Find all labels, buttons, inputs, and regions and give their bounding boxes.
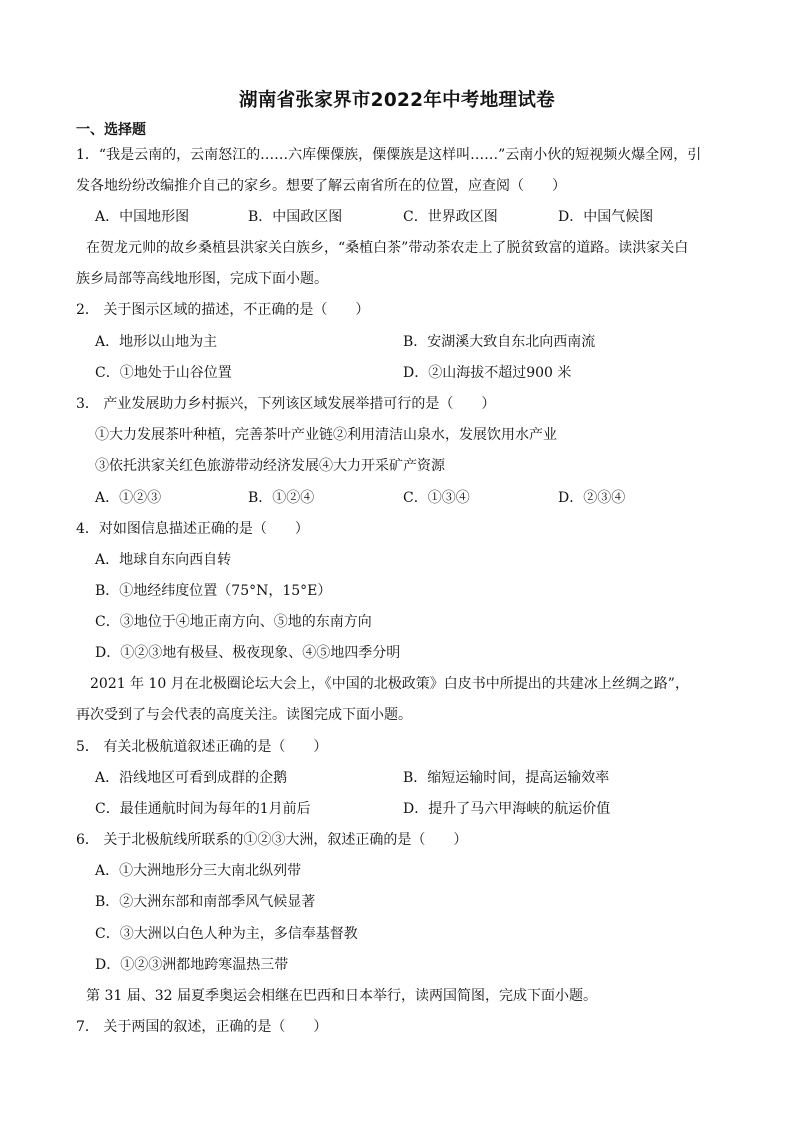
q4-option-b: B．①地经纬度位置（75°N，15°E） (95, 583, 332, 599)
q5-option-b: B．缩短运输时间，提高运输效率 (403, 770, 610, 786)
page-title: 湖南省张家界市2022年中考地理试卷 (239, 90, 555, 111)
q3-stem: 3． 产业发展助力乡村振兴，下列该区域发展举措可行的是（ ） (76, 396, 496, 412)
q1-option-b: B．中国政区图 (248, 209, 343, 225)
q5-stem: 5． 有关北极航道叙述正确的是（ ） (76, 739, 328, 755)
q3-option-c: C．①③④ (403, 490, 470, 506)
q3-option-b: B．①②④ (248, 490, 315, 506)
q7-stem: 7． 关于两国的叙述，正确的是（ ） (76, 1019, 328, 1035)
intro1-line2: 族乡局部等高线地形图，完成下面小题。 (76, 271, 328, 287)
q2-option-a: A．地形以山地为主 (95, 334, 218, 350)
q3-option-d: D．②③④ (558, 490, 626, 506)
intro3-line1: 第 31 届、32 届夏季奥运会相继在巴西和日本举行，读两国简图，完成下面小题。 (86, 988, 597, 1004)
q4-option-d: D．①②③地有极昼、极夜现象、④⑤地四季分明 (95, 645, 401, 661)
q2-stem: 2． 关于图示区域的描述，不正确的是（ ） (76, 302, 370, 318)
q6-option-a: A．①大洲地形分三大南北纵列带 (95, 863, 302, 879)
q2-option-c: C．①地处于山谷位置 (95, 365, 232, 381)
q6-option-b: B．②大洲东部和南部季风气候显著 (95, 894, 316, 910)
q1-option-a: A．中国地形图 (95, 209, 190, 225)
q3-statement-2: ③依托洪家关红色旅游带动经济发展④大力开采矿产资源 (95, 458, 445, 474)
q2-option-b: B．安湖溪大致自东北向西南流 (403, 334, 596, 350)
q1-stem-line2: 发各地纷纷改编推介自己的家乡。想要了解云南省所在的位置，应查阅（ ） (76, 178, 566, 194)
q6-option-c: C．③大洲以白色人种为主，多信奉基督教 (95, 926, 358, 942)
q6-stem: 6． 关于北极航线所联系的①②③大洲，叙述正确的是（ ） (76, 832, 468, 848)
q1-option-c: C．世界政区图 (403, 209, 498, 225)
q6-option-d: D．①②③洲都地跨寒温热三带 (95, 957, 289, 973)
section-heading: 一、选择题 (76, 122, 146, 138)
q4-option-c: C．③地位于④地正南方向、⑤地的东南方向 (95, 614, 372, 630)
q3-statement-1: ①大力发展茶叶种植，完善茶叶产业链②利用清洁山泉水，发展饮用水产业 (95, 427, 557, 443)
q4-option-a: A．地球自东向西自转 (95, 552, 232, 568)
intro1-line1: 在贺龙元帅的故乡桑植县洪家关白族乡，“桑植白茶”带动茶农走上了脱贫致富的道路。读洪家关白 (86, 240, 689, 256)
q5-option-a: A．沿线地区可看到成群的企鹅 (95, 770, 288, 786)
q2-option-d: D．②山海拔不超过900 米 (403, 365, 572, 381)
q4-stem: 4．对如图信息描述正确的是（ ） (76, 521, 309, 537)
q3-option-a: A．①②③ (95, 490, 162, 506)
q1-stem-line1: 1．“我是云南的，云南怒江的……六库傈僳族，傈僳族是这样叫……”云南小伙的短视频火爆全网，引 (76, 147, 702, 163)
q5-option-c: C．最佳通航时间为每年的1月前后 (95, 801, 311, 817)
intro2-line1: 2021 年 10 月在北极圈论坛大会上，《中国的北极政策》白皮书中所提出的共建冰上丝绸之路”， (90, 676, 689, 692)
q1-option-d: D．中国气候图 (558, 209, 654, 225)
q5-option-d: D．提升了马六甲海峡的航运价值 (403, 801, 611, 817)
intro2-line2: 再次受到了与会代表的高度关注。读图完成下面小题。 (76, 707, 412, 723)
